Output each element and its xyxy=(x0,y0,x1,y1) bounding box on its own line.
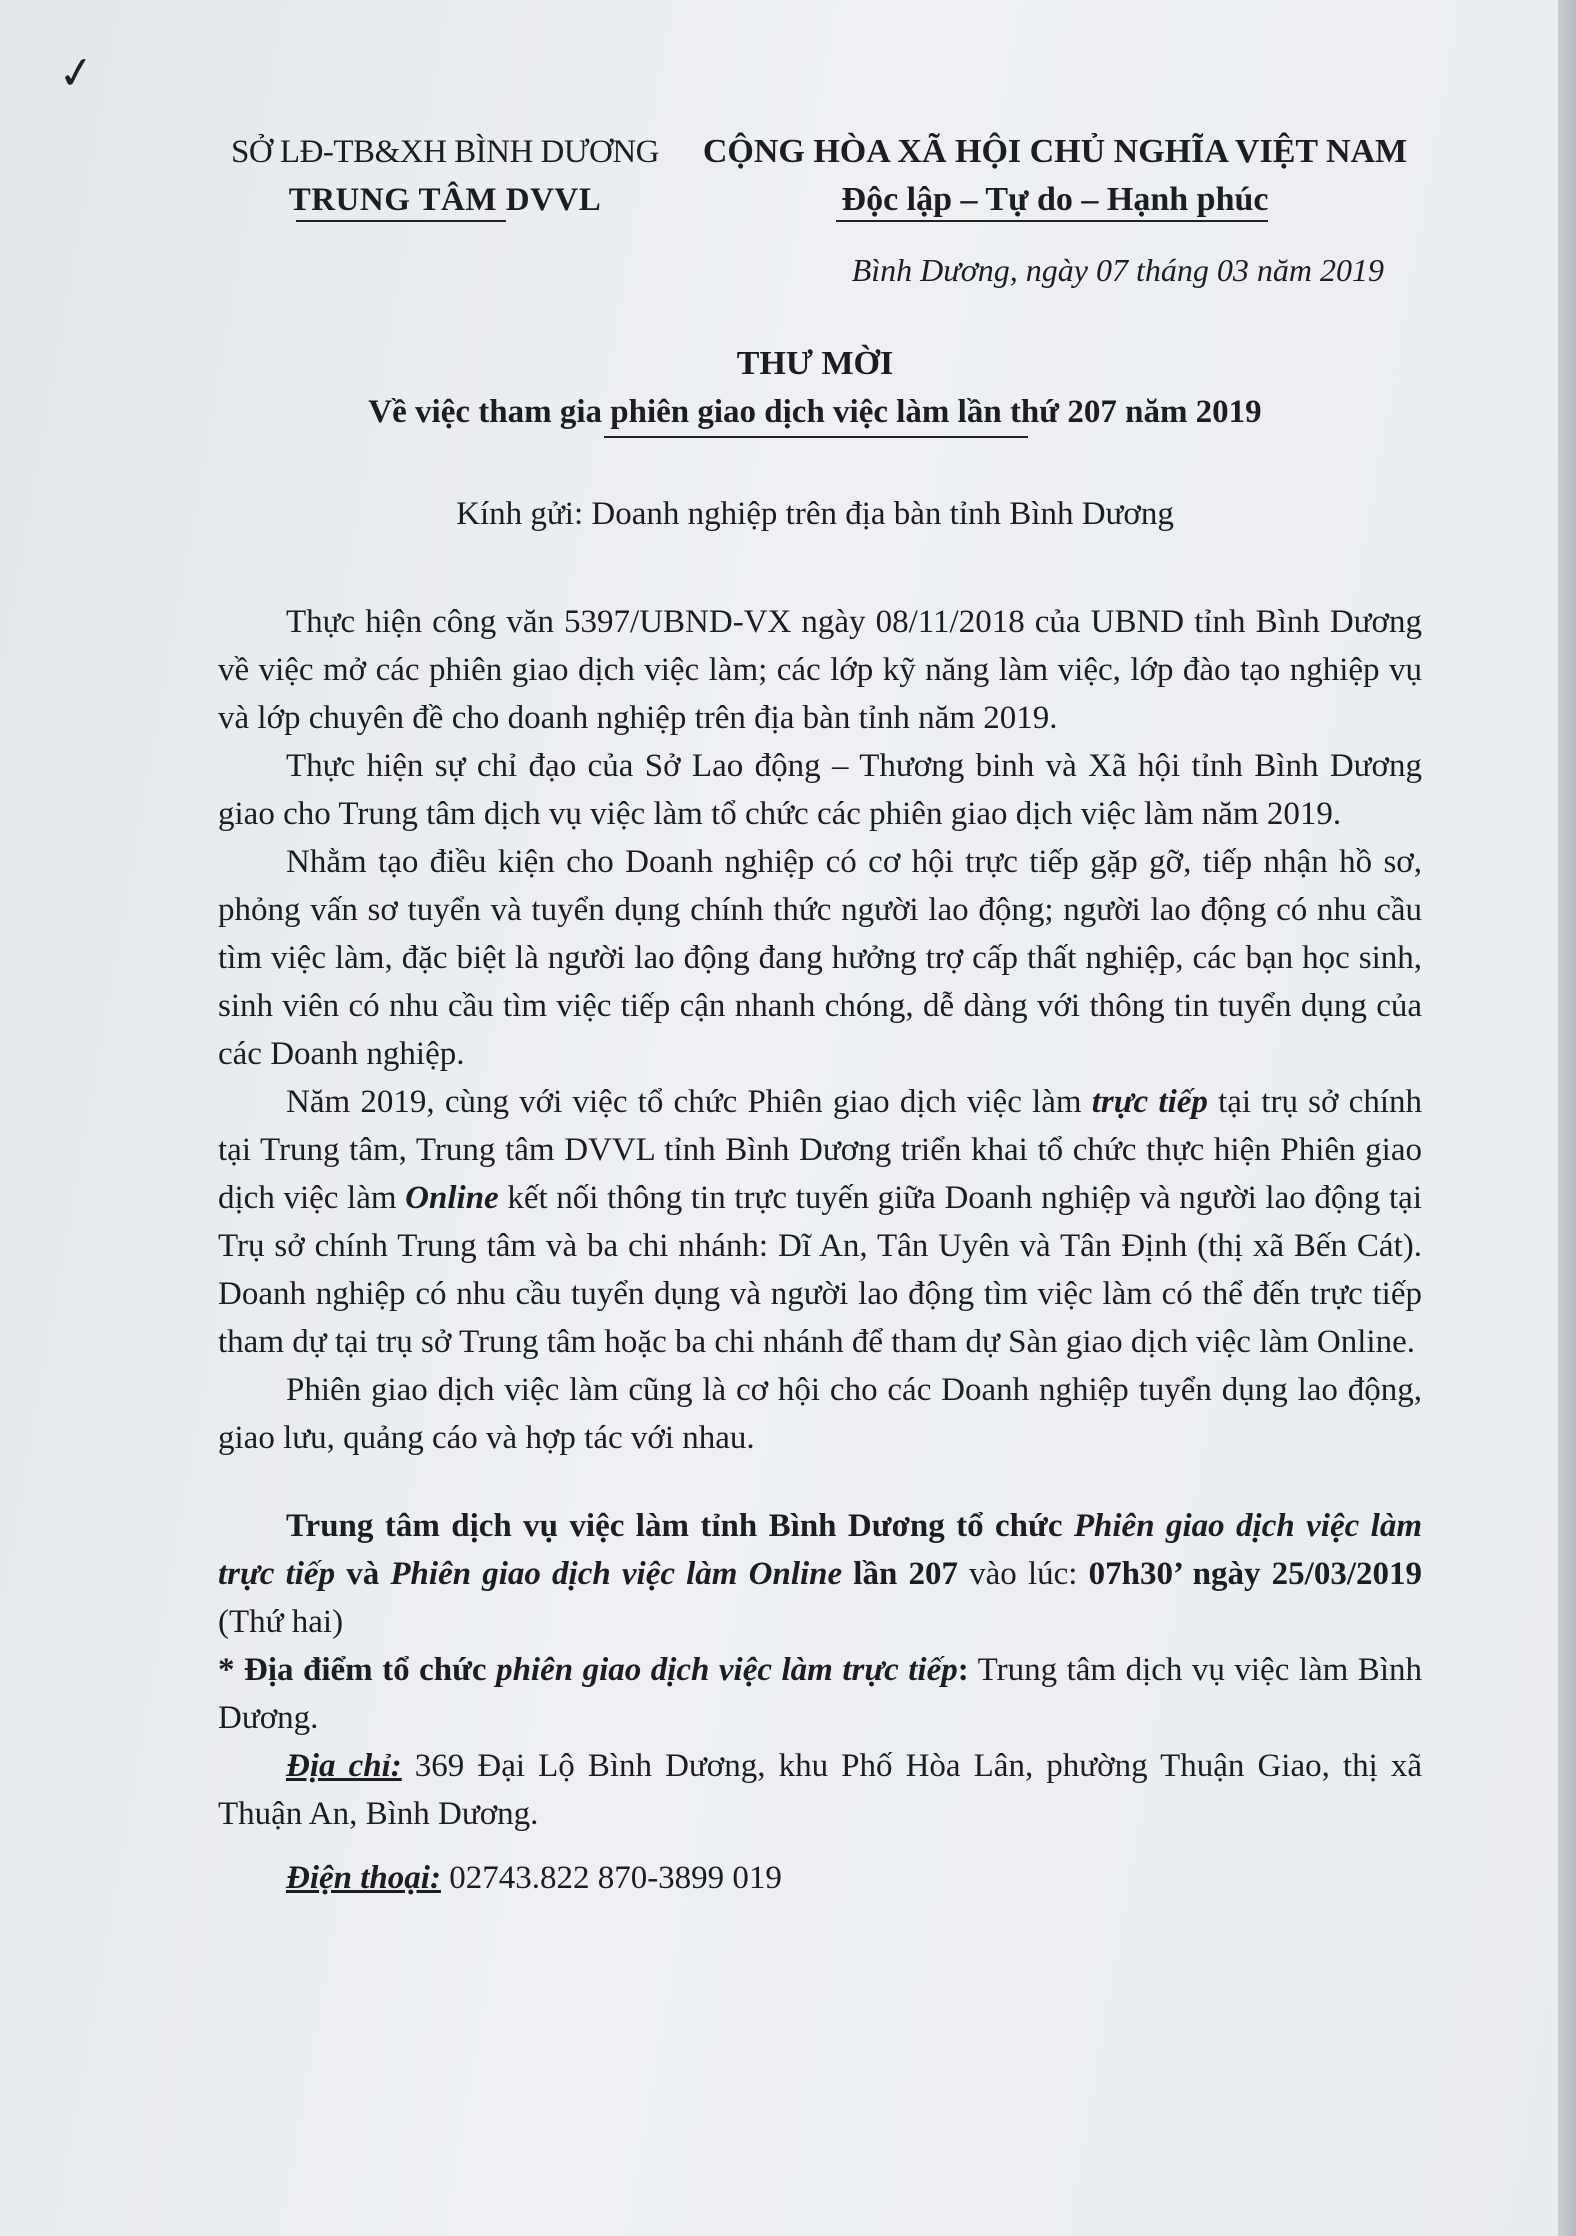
location-label: * Địa điểm tổ chức xyxy=(218,1652,497,1688)
letter-body xyxy=(218,598,1422,1902)
announce-and: và xyxy=(335,1556,391,1592)
motto-underline xyxy=(836,220,1268,222)
phone-label: Điện thoại: xyxy=(286,1860,441,1896)
location-value: Trung tâm dịch vụ việc làm Bình Dương. xyxy=(218,1652,1422,1736)
country-name: CỘNG HÒA XÃ HỘI CHỦ NGHĨA VIỆT NAM xyxy=(702,133,1408,170)
paragraph-5: Phiên giao dịch việc làm cũng là cơ hội cho các Doanh nghiệp tuyển dụng lao động, giao lưu, quảng cáo và hợp tác với nhau. xyxy=(218,1372,1422,1456)
location-emph: phiên giao dịch việc làm trực tiếp xyxy=(496,1652,958,1688)
department-name: SỞ LĐ-TB&XH BÌNH DƯƠNG xyxy=(230,134,659,170)
event-location xyxy=(218,1646,1422,1742)
p4-text-e: kết nối thông tin trực tuyến giữa Doanh nghiệp và người lao động tại Trụ sở chính Trung tâm và ba chi nhánh: Dĩ An, Tân Uyên và Tân Định (thị xã Bến Cát). Doanh nghiệp có nhu cầu tuyển dụng và người lao động tìm việc làm có thể đến trực tiếp tham dự tại trụ sở Trung tâm hoặc ba chi nhánh để tham dự Sàn giao dịch việc làm Online. xyxy=(218,1180,1422,1360)
event-announcement xyxy=(218,1502,1422,1646)
event-address xyxy=(218,1742,1422,1838)
check-mark-icon: ✓ xyxy=(54,46,99,101)
announce-direct: Phiên giao dịch việc làm trực tiếp xyxy=(218,1508,1422,1592)
p4-text-a: Năm 2019, cùng với việc tổ chức Phiên giao dịch việc làm xyxy=(286,1084,1092,1120)
issuing-organization xyxy=(215,128,675,224)
recipient-line: Kính gửi: Doanh nghiệp trên địa bàn tỉnh Bình Dương xyxy=(456,496,1174,532)
phone-value: 02743.822 870-3899 019 xyxy=(440,1860,782,1896)
announce-online: Phiên giao dịch việc làm Online xyxy=(390,1556,843,1592)
national-motto: Độc lập – Tự do – Hạnh phúc xyxy=(841,181,1269,218)
paragraph-3: Nhằm tạo điều kiện cho Doanh nghiệp có cơ hội trực tiếp gặp gỡ, tiếp nhận hồ sơ, phỏng vấn sơ tuyển và tuyển dụng chính thức người lao động; người lao động có nhu cầu tìm việc làm, đặc biệt là người lao động đang hưởng trợ cấp thất nghiệp, các bạn học sinh, sinh viên có nhu cầu tìm việc tiếp cận nhanh chóng, dễ dàng với thông tin tuyển dụng của các Doanh nghiệp. xyxy=(218,844,1422,1072)
paragraph-gap xyxy=(218,1462,1422,1502)
announce-datetime: 07h30’ ngày 25/03/2019 xyxy=(1088,1556,1423,1592)
announce-text-a: Trung tâm dịch vụ việc làm tỉnh Bình Dương tổ chức xyxy=(286,1508,1074,1544)
address-label: Địa chỉ: xyxy=(286,1748,402,1784)
document-date: Bình Dương, ngày 07 tháng 03 năm 2019 xyxy=(851,252,1384,288)
announce-weekday: (Thứ hai) xyxy=(218,1604,344,1640)
paragraph-1: Thực hiện công văn 5397/UBND-VX ngày 08/11/2018 của UBND tỉnh Bình Dương về việc mở các phiên giao dịch việc làm; các lớp kỹ năng làm việc, lớp đào tạo nghiệp vụ và lớp chuyên đề cho doanh nghiệp trên địa bàn tỉnh năm 2019. xyxy=(218,604,1422,736)
paragraph-2: Thực hiện sự chỉ đạo của Sở Lao động – Thương binh và Xã hội tỉnh Bình Dương giao cho Trung tâm dịch vụ việc làm tổ chức các phiên giao dịch việc làm năm 2019. xyxy=(218,748,1422,832)
org-underline xyxy=(296,220,506,222)
p4-emph-direct: trực tiếp xyxy=(1091,1084,1208,1120)
announce-session: lần 207 xyxy=(842,1556,958,1592)
location-colon: : xyxy=(957,1652,969,1688)
event-phone xyxy=(218,1854,1422,1902)
page-edge-shadow xyxy=(1558,0,1576,2236)
title-underline xyxy=(604,436,1028,438)
title-subject: Về việc tham gia phiên giao dịch việc làm lần thứ 207 năm 2019 xyxy=(368,394,1262,430)
address-value: 369 Đại Lộ Bình Dương, khu Phố Hòa Lân, phường Thuận Giao, thị xã Thuận An, Bình Dương. xyxy=(218,1748,1422,1832)
paragraph-4 xyxy=(218,1078,1422,1366)
center-name: TRUNG TÂM DVVL xyxy=(288,182,602,218)
announce-at: vào lúc: xyxy=(958,1556,1089,1592)
title-main: THƯ MỜI xyxy=(736,345,894,382)
national-header xyxy=(690,128,1420,224)
p4-emph-online: Online xyxy=(405,1180,499,1216)
document-title xyxy=(200,340,1430,436)
p4-text-c: tại trụ sở chính tại Trung tâm, Trung tâm DVVL tỉnh Bình Dương triển khai tổ chức thực hiện Phiên giao dịch việc làm xyxy=(218,1084,1422,1216)
